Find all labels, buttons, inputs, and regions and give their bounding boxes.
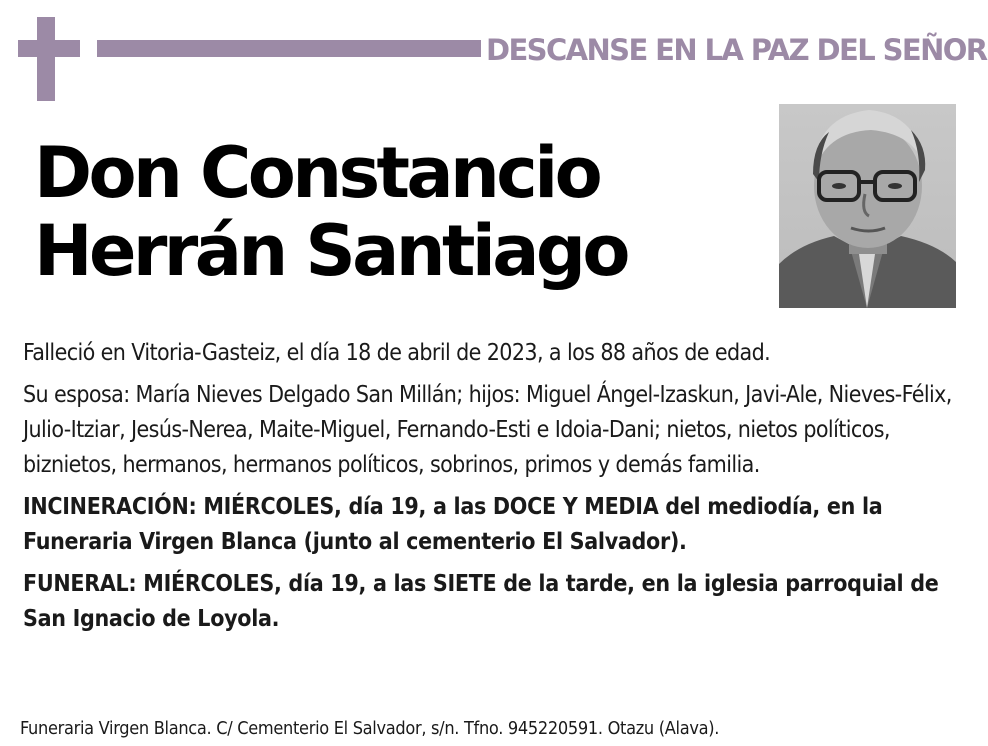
death-notice: Falleció en Vitoria-Gasteiz, el día 18 de abril de 2023, a los 88 años de edad. [23, 340, 771, 366]
notice-body [23, 336, 963, 644]
header-rule [97, 40, 481, 57]
cremation-info: INCINERACIÓN: MIÉRCOLES, día 19, a las DOCE Y MEDIA del mediodía, en la Funeraria Virgen Blanca (junto al cementerio El Salvador). [23, 494, 883, 555]
footer-contact: Funeraria Virgen Blanca. C/ Cementerio El Salvador, s/n. Tfno. 945220591. Otazu (Alava). [20, 718, 720, 739]
deceased-name [34, 134, 714, 290]
family-list: Su esposa: María Nieves Delgado San Millán; hijos: Miguel Ángel-Izaskun, Javi-Ale, Nieves-Félix, Julio-Itziar, Jesús-Nerea, Maite-Miguel, Fernando-Esti e Idoia-Dani; nietos, nietos políticos, biznietos, hermanos, hermanos políticos, sobrinos, primos y demás familia. [23, 382, 952, 478]
motto-heading: DESCANSE EN LA PAZ DEL SEÑOR [486, 33, 987, 67]
name-line-2: Herrán Santiago [34, 210, 627, 292]
portrait-photo [779, 104, 956, 308]
funeral-info: FUNERAL: MIÉRCOLES, día 19, a las SIETE de la tarde, en la iglesia parroquial de San Ignacio de Loyola. [23, 571, 939, 632]
name-line-1: Don Constancio [34, 132, 600, 214]
